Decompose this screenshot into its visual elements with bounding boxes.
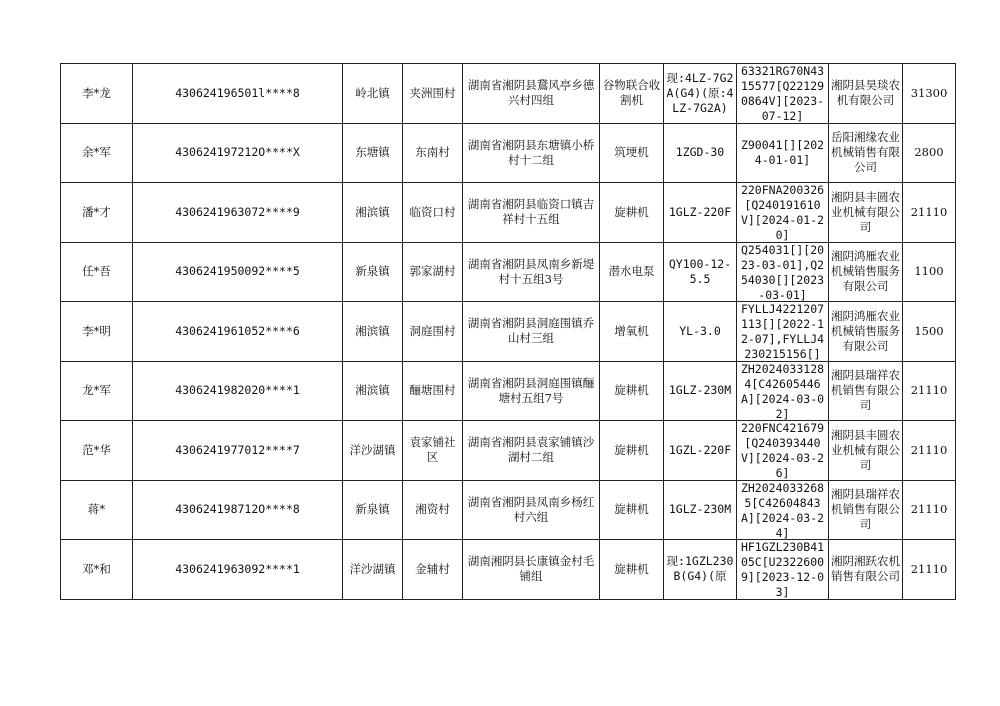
machine-type-cell xyxy=(600,540,664,600)
machine-type-cell-text: 增氧机 xyxy=(614,323,649,338)
town-cell xyxy=(343,361,403,421)
serial-cell xyxy=(737,480,829,540)
serial-cell-text: FYLLJ4221207113[][2022-12-07],FYLLJ4230215156[] xyxy=(740,302,825,361)
model-cell-text: 1GLZ-230M xyxy=(668,502,732,517)
amount-cell-text: 1500 xyxy=(914,323,944,338)
model-cell xyxy=(664,183,737,243)
name-cell xyxy=(61,64,133,124)
town-cell-text: 东塘镇 xyxy=(355,145,390,160)
address-cell xyxy=(463,302,600,362)
model-cell xyxy=(664,64,737,124)
address-cell xyxy=(463,64,600,124)
name-cell xyxy=(61,123,133,183)
machine-type-cell-text: 筑埂机 xyxy=(614,145,649,160)
model-cell xyxy=(664,361,737,421)
id-number-cell-text: 430624196501l****8 xyxy=(175,85,300,100)
id-number-cell-text: 430624197212O****X xyxy=(175,145,300,160)
village-cell xyxy=(403,302,463,362)
id-number-cell-text: 4306241977012****7 xyxy=(175,442,300,457)
amount-cell-text: 21110 xyxy=(910,502,948,517)
serial-cell-text: Z90041[][2024-01-01] xyxy=(740,137,825,167)
town-cell xyxy=(343,64,403,124)
name-cell-text: 任*吾 xyxy=(82,264,111,279)
village-cell xyxy=(403,183,463,243)
serial-cell xyxy=(737,242,829,302)
model-cell-text: 1ZGD-30 xyxy=(675,145,725,160)
serial-cell-text: 220FNA200326[Q240191610V][2024-01-20] xyxy=(740,183,825,242)
town-cell-text: 岭北镇 xyxy=(355,85,390,100)
name-cell xyxy=(61,421,133,481)
address-cell xyxy=(463,540,600,600)
amount-cell-text: 21110 xyxy=(910,561,948,576)
serial-cell xyxy=(737,540,829,600)
table-row xyxy=(61,540,956,600)
town-cell-text: 湘滨镇 xyxy=(355,323,390,338)
address-cell-text: 湖南省湘阴县洞庭围镇酾塘村五组7号 xyxy=(467,375,595,405)
serial-cell-text: Q254031[][2023-03-01],Q254030[][2023-03-01] xyxy=(740,242,825,301)
serial-cell-text: ZH20240331284[C42605446A][2024-03-02] xyxy=(740,361,825,420)
seller-cell-text: 湘阴县瑞祥农机销售有限公司 xyxy=(831,368,900,413)
name-cell-text: 邓*和 xyxy=(82,561,111,576)
address-cell-text: 湖南省湘阴县东塘镇小桥村十二组 xyxy=(467,137,595,167)
address-cell xyxy=(463,183,600,243)
model-cell xyxy=(664,123,737,183)
seller-cell-text: 湘阴县丰圆农业机械有限公司 xyxy=(831,189,900,234)
name-cell xyxy=(61,361,133,421)
address-cell xyxy=(463,242,600,302)
id-number-cell-text: 4306241963072****9 xyxy=(175,204,300,219)
id-number-cell xyxy=(133,242,343,302)
address-cell-text: 湖南省湘阴县洞庭围镇乔山村三组 xyxy=(467,316,595,346)
seller-cell xyxy=(829,361,903,421)
address-cell xyxy=(463,123,600,183)
seller-cell xyxy=(829,421,903,481)
serial-cell xyxy=(737,302,829,362)
town-cell-text: 洋沙湖镇 xyxy=(349,442,396,457)
amount-cell-text: 21110 xyxy=(910,204,948,219)
serial-cell xyxy=(737,64,829,124)
village-cell-text: 湘资村 xyxy=(415,502,450,517)
name-cell-text: 龙*军 xyxy=(82,383,111,398)
town-cell-text: 洋沙湖镇 xyxy=(349,561,396,576)
seller-cell xyxy=(829,123,903,183)
seller-cell xyxy=(829,242,903,302)
village-cell-text: 洞庭围村 xyxy=(409,323,456,338)
address-cell-text: 湖南省湘阴县临资口镇吉祥村十五组 xyxy=(467,197,595,227)
model-cell-text: 现:1GZL230B(G4)(原 xyxy=(666,554,734,584)
amount-cell-text: 2800 xyxy=(914,145,944,160)
seller-cell xyxy=(829,480,903,540)
town-cell-text: 湘滨镇 xyxy=(355,204,390,219)
amount-cell xyxy=(903,64,956,124)
table-row xyxy=(61,242,956,302)
machine-type-cell-text: 旋耕机 xyxy=(614,502,649,517)
village-cell xyxy=(403,242,463,302)
model-cell-text: 1GLZ-230M xyxy=(668,383,732,398)
id-number-cell-text: 4306241950092****5 xyxy=(175,264,300,279)
amount-cell xyxy=(903,480,956,540)
table-row xyxy=(61,302,956,362)
serial-cell-text: ZH20240332685[C42604843A][2024-03-24] xyxy=(740,480,825,539)
amount-cell-text: 1100 xyxy=(914,264,944,279)
name-cell-text: 蒋* xyxy=(87,502,106,517)
amount-cell-text: 21110 xyxy=(910,383,948,398)
address-cell xyxy=(463,421,600,481)
name-cell-text: 余*军 xyxy=(82,145,111,160)
machine-type-cell xyxy=(600,361,664,421)
name-cell-text: 李*明 xyxy=(82,323,111,338)
seller-cell xyxy=(829,302,903,362)
seller-cell-text: 湘阴湘跃农机销售有限公司 xyxy=(831,554,900,584)
machine-type-cell xyxy=(600,123,664,183)
machine-type-cell xyxy=(600,421,664,481)
village-cell xyxy=(403,421,463,481)
model-cell-text: 1GLZ-220F xyxy=(668,204,732,219)
amount-cell-text: 21110 xyxy=(910,442,948,457)
address-cell xyxy=(463,361,600,421)
seller-cell-text: 岳阳湘缘农业机械销售有限公司 xyxy=(831,130,900,175)
town-cell xyxy=(343,123,403,183)
machine-type-cell xyxy=(600,64,664,124)
name-cell-text: 范*华 xyxy=(82,442,111,457)
town-cell-text: 湘滨镇 xyxy=(355,383,390,398)
village-cell xyxy=(403,361,463,421)
model-cell xyxy=(664,302,737,362)
id-number-cell-text: 4306241963092****1 xyxy=(175,561,300,576)
machine-type-cell xyxy=(600,183,664,243)
table-row xyxy=(61,64,956,124)
name-cell xyxy=(61,302,133,362)
name-cell xyxy=(61,480,133,540)
serial-cell xyxy=(737,123,829,183)
id-number-cell xyxy=(133,540,343,600)
village-cell-text: 袁家铺社区 xyxy=(409,435,456,465)
town-cell xyxy=(343,242,403,302)
name-cell xyxy=(61,540,133,600)
name-cell-text: 李*龙 xyxy=(82,85,111,100)
id-number-cell-text: 4306241982020****1 xyxy=(175,383,300,398)
id-number-cell xyxy=(133,123,343,183)
table-row xyxy=(61,123,956,183)
machine-type-cell-text: 旋耕机 xyxy=(614,442,649,457)
machine-type-cell-text: 潜水电泵 xyxy=(608,264,655,279)
subsidy-table xyxy=(60,63,956,600)
serial-cell-text: 63321RG70N4315577[Q221290864V][2023-07-12] xyxy=(740,64,825,123)
village-cell xyxy=(403,64,463,124)
id-number-cell-text: 430624198712O****8 xyxy=(175,502,300,517)
model-cell xyxy=(664,421,737,481)
village-cell xyxy=(403,480,463,540)
machine-type-cell-text: 旋耕机 xyxy=(614,204,649,219)
address-cell-text: 湖南省湘阴县凤南乡新堤村十五组3号 xyxy=(467,256,595,286)
table-row xyxy=(61,183,956,243)
serial-cell-text: 220FNC421679[Q240393440V][2024-03-26] xyxy=(740,421,825,480)
name-cell xyxy=(61,242,133,302)
address-cell-text: 湖南省湘阴县凤南乡杨红村六组 xyxy=(467,494,595,524)
seller-cell-text: 湘阴县瑞祥农机销售有限公司 xyxy=(831,487,900,532)
id-number-cell xyxy=(133,183,343,243)
seller-cell-text: 湘阴县昊琰农机有限公司 xyxy=(831,78,900,108)
town-cell-text: 新泉镇 xyxy=(355,264,390,279)
id-number-cell xyxy=(133,302,343,362)
amount-cell xyxy=(903,183,956,243)
serial-cell-text: HF1GZL230B4105C[U23226009][2023-12-03] xyxy=(740,540,825,599)
id-number-cell-text: 4306241961052****6 xyxy=(175,323,300,338)
machine-type-cell xyxy=(600,242,664,302)
town-cell xyxy=(343,540,403,600)
model-cell xyxy=(664,540,737,600)
model-cell-text: QY100-12-5.5 xyxy=(668,256,732,286)
amount-cell xyxy=(903,421,956,481)
table-row xyxy=(61,480,956,540)
id-number-cell xyxy=(133,64,343,124)
amount-cell xyxy=(903,242,956,302)
amount-cell xyxy=(903,123,956,183)
seller-cell xyxy=(829,183,903,243)
seller-cell-text: 湘阴鸿雁农业机械销售服务有限公司 xyxy=(831,308,900,353)
name-cell xyxy=(61,183,133,243)
table-row xyxy=(61,361,956,421)
machine-type-cell-text: 旋耕机 xyxy=(614,561,649,576)
amount-cell xyxy=(903,540,956,600)
town-cell xyxy=(343,480,403,540)
village-cell xyxy=(403,123,463,183)
id-number-cell xyxy=(133,361,343,421)
model-cell-text: 现:4LZ-7G2A(G4)(原:4LZ-7G2A) xyxy=(666,70,734,115)
town-cell-text: 新泉镇 xyxy=(355,502,390,517)
town-cell xyxy=(343,421,403,481)
address-cell xyxy=(463,480,600,540)
amount-cell xyxy=(903,361,956,421)
machine-type-cell-text: 谷物联合收割机 xyxy=(602,78,661,108)
table-row xyxy=(61,421,956,481)
seller-cell-text: 湘阴县丰圆农业机械有限公司 xyxy=(831,427,900,472)
address-cell-text: 湖南省湘阴县鵞风亭乡德兴村四组 xyxy=(467,78,595,108)
amount-cell xyxy=(903,302,956,362)
village-cell-text: 东南村 xyxy=(415,145,450,160)
model-cell-text: YL-3.0 xyxy=(679,323,721,338)
machine-type-cell xyxy=(600,302,664,362)
address-cell-text: 湖南湘阴县长康镇金村毛铺组 xyxy=(467,554,595,584)
model-cell-text: 1GZL-220F xyxy=(668,442,732,457)
town-cell xyxy=(343,183,403,243)
machine-type-cell xyxy=(600,480,664,540)
serial-cell xyxy=(737,421,829,481)
village-cell-text: 夹洲围村 xyxy=(409,85,456,100)
address-cell-text: 湖南省湘阴县袁家铺镇沙湖村二组 xyxy=(467,435,595,465)
seller-cell xyxy=(829,540,903,600)
serial-cell xyxy=(737,183,829,243)
machine-type-cell-text: 旋耕机 xyxy=(614,383,649,398)
name-cell-text: 潘*才 xyxy=(82,204,111,219)
id-number-cell xyxy=(133,480,343,540)
amount-cell-text: 31300 xyxy=(910,85,948,100)
village-cell-text: 郭家湖村 xyxy=(409,264,456,279)
village-cell-text: 酾塘围村 xyxy=(409,383,456,398)
town-cell xyxy=(343,302,403,362)
village-cell xyxy=(403,540,463,600)
village-cell-text: 临资口村 xyxy=(409,204,456,219)
model-cell xyxy=(664,480,737,540)
seller-cell xyxy=(829,64,903,124)
id-number-cell xyxy=(133,421,343,481)
village-cell-text: 金辅村 xyxy=(415,561,450,576)
seller-cell-text: 湘阴鸿雁农业机械销售服务有限公司 xyxy=(831,249,900,294)
serial-cell xyxy=(737,361,829,421)
model-cell xyxy=(664,242,737,302)
